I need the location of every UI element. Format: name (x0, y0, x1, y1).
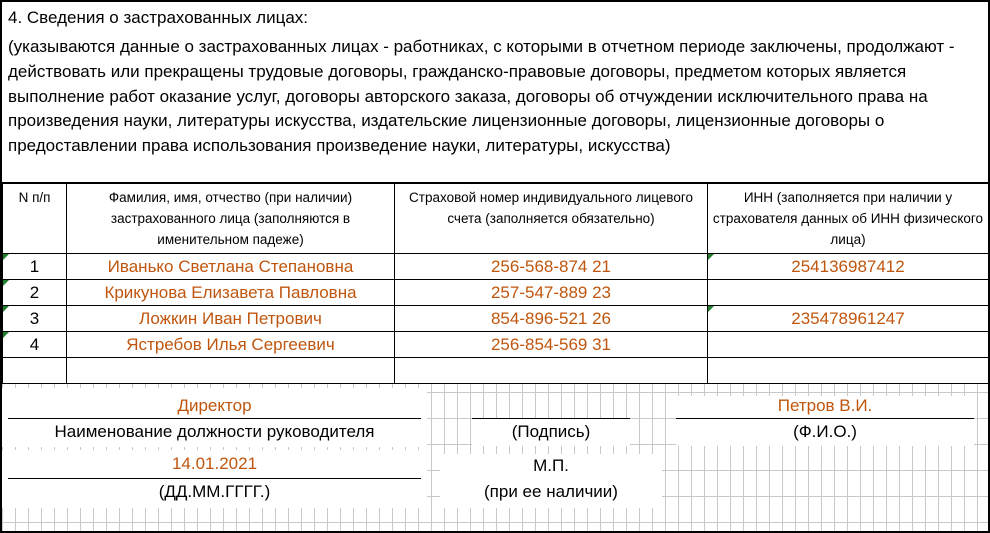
comment-marker-icon (708, 254, 714, 260)
comment-marker-icon (3, 332, 9, 338)
header-inn[interactable]: ИНН (заполняется при наличии у страхователя данных об ИНН физического лица) (708, 184, 989, 254)
row-name-cell[interactable]: Иванько Светлана Степановна (67, 254, 395, 280)
row-name-cell[interactable] (67, 358, 395, 384)
row-inn-cell[interactable]: 235478961247 (708, 306, 989, 332)
row-snils-cell[interactable] (395, 358, 708, 384)
row-snils-cell[interactable]: 256-854-569 31 (395, 332, 708, 358)
row-snils-cell[interactable]: 256-568-874 21 (395, 254, 708, 280)
date-caption[interactable]: (ДД.ММ.ГГГГ.) (8, 482, 421, 504)
insured-persons-table (2, 183, 989, 384)
row-snils-cell[interactable]: 257-547-889 23 (395, 280, 708, 306)
section-header (2, 2, 988, 183)
comment-marker-icon (708, 306, 714, 312)
table-header-row (3, 184, 989, 254)
header-fio[interactable]: Фамилия, имя, отчество (при наличии) застрахованного лица (заполняются в именительном падеже) (67, 184, 395, 254)
row-num-cell[interactable]: 4 (3, 332, 67, 358)
header-snils[interactable]: Страховой номер индивидуального лицевого счета (заполняется обязательно) (395, 184, 708, 254)
row-num-cell[interactable] (3, 358, 67, 384)
comment-marker-icon (3, 280, 9, 286)
date-value[interactable]: 14.01.2021 (8, 454, 421, 479)
table-row (3, 306, 989, 332)
sign-line[interactable] (472, 396, 630, 419)
header-num[interactable]: N п/п (3, 184, 67, 254)
table-row (3, 358, 989, 384)
row-snils-cell[interactable]: 854-896-521 26 (395, 306, 708, 332)
section-title[interactable]: 4. Сведения о застрахованных лицах: (8, 8, 309, 27)
row-name-cell[interactable]: Ложкин Иван Петрович (67, 306, 395, 332)
sign-caption[interactable]: (Подпись) (472, 422, 630, 444)
stamp-label[interactable]: М.П. (533, 456, 569, 475)
row-inn-cell[interactable] (708, 358, 989, 384)
table-row (3, 332, 989, 358)
comment-marker-icon (3, 254, 9, 260)
comment-marker-icon (3, 306, 9, 312)
position-caption[interactable]: Наименование должности руководителя (8, 422, 421, 444)
row-name-cell[interactable]: Ястребов Илья Сергеевич (67, 332, 395, 358)
row-num-cell[interactable]: 1 (3, 254, 67, 280)
row-name-cell[interactable]: Крикунова Елизавета Павловна (67, 280, 395, 306)
table-row (3, 280, 989, 306)
fio-value[interactable]: Петров В.И. (676, 396, 974, 419)
position-value[interactable]: Директор (8, 396, 421, 419)
row-num-cell[interactable]: 3 (3, 306, 67, 332)
row-num-cell[interactable]: 2 (3, 280, 67, 306)
row-inn-cell[interactable] (708, 280, 989, 306)
table-row (3, 254, 989, 280)
stamp-caption[interactable]: (при ее наличии) (484, 482, 618, 501)
row-inn-cell[interactable] (708, 332, 989, 358)
row-inn-cell[interactable]: 254136987412 (708, 254, 989, 280)
fio-caption[interactable]: (Ф.И.О.) (676, 422, 974, 444)
section-description[interactable]: (указываются данные о застрахованных лицах - работниках, с которыми в отчетном периоде заключены, продолжают - действовать или прекращены трудовые договоры, гражданско-правовые договоры, предметом которых является выполнение работ оказание услуг, договоры авторского заказа, договоры об отчуждении исключительного права на произведения науки, литературы искусства, издательские лицензионные договоры, лицензионные договоры о предоставлении права использования произведение науки, литературы, искусства) (8, 37, 955, 156)
